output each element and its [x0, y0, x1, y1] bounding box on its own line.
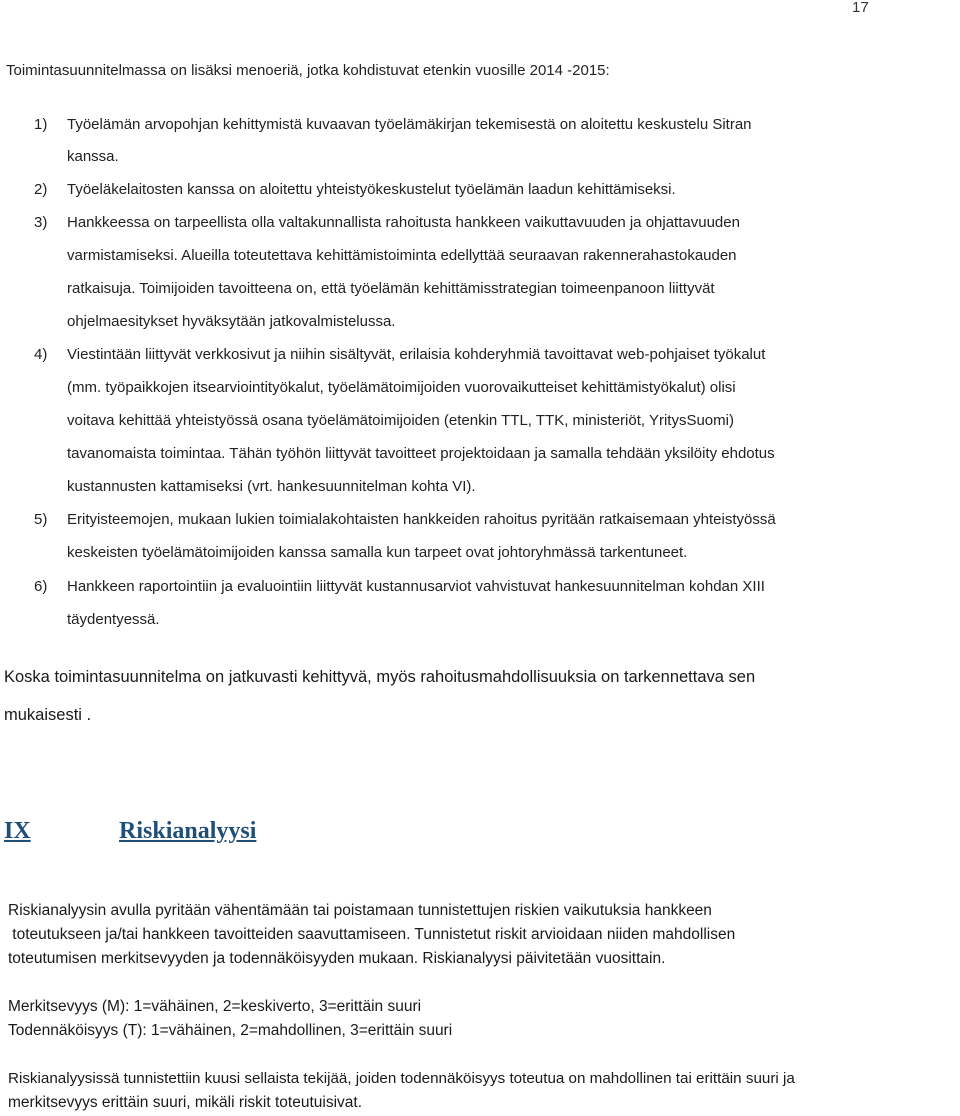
list-number: 1)	[34, 116, 48, 133]
list-line: varmistamiseksi. Alueilla toteutettava kehittämistoiminta edellyttää seuraavan rakennerahastokauden	[67, 247, 737, 264]
probability-scale: Todennäköisyys (T): 1=vähäinen, 2=mahdollinen, 3=erittäin suuri	[8, 1022, 453, 1039]
intro-paragraph: Toimintasuunnitelmassa on lisäksi menoeriä, jotka kohdistuvat etenkin vuosille 2014 -2015:	[6, 62, 610, 79]
list-line: Hankkeessa on tarpeellista olla valtakunnallista rahoitusta hankkeen vaikuttavuuden ja ohjattavuuden	[67, 214, 740, 231]
list-line: voitava kehittää yhteistyössä osana työelämätoimijoiden (etenkin TTL, TTK, ministeriöt, YritysSuomi)	[67, 412, 734, 429]
list-number: 5)	[34, 511, 48, 528]
section-title: Riskianalyysi	[119, 818, 257, 844]
paragraph-line: Riskianalyysissä tunnistettiin kuusi sellaista tekijää, joiden todennäköisyys toteutua on mahdollinen tai erittäin suuri ja	[8, 1070, 795, 1087]
paragraph-line: toteutumisen merkitsevyyden ja todennäköisyyden mukaan. Riskianalyysi päivitetään vuosittain.	[8, 950, 666, 967]
list-line: ratkaisuja. Toimijoiden tavoitteena on, että työelämän kehittämisstrategian toimeenpanoon liittyvät	[67, 280, 715, 297]
closing-line: mukaisesti .	[4, 706, 92, 724]
list-line: Erityisteemojen, mukaan lukien toimialakohtaisten hankkeiden rahoitus pyritään ratkaisemaan yhteistyössä	[67, 511, 776, 528]
list-line: Hankkeen raportointiin ja evaluointiin liittyvät kustannusarviot vahvistuvat hankesuunnitelman kohdan XIII	[67, 578, 765, 595]
list-number: 6)	[34, 578, 48, 595]
section-number: IX	[4, 818, 31, 844]
list-line: tavanomaista toimintaa. Tähän työhön liittyvät tavoitteet projektoidaan ja samalla tehdään yksilöity ehdotus	[67, 445, 775, 462]
list-line: täydentyessä.	[67, 611, 160, 628]
list-line: kustannusten kattamiseksi (vrt. hankesuunnitelman kohta VI).	[67, 478, 476, 495]
list-line: keskeisten työelämätoimijoiden kanssa samalla kun tarpeet ovat johtoryhmässä tarkentuneet.	[67, 544, 688, 561]
list-number: 4)	[34, 346, 48, 363]
list-line: (mm. työpaikkojen itsearviointityökalut, työelämätoimijoiden vuorovaikutteiset kehittämistyökalut) olisi	[67, 379, 736, 396]
page-number: 17	[852, 0, 869, 16]
paragraph-line: toteutukseen ja/tai hankkeen tavoitteiden saavuttamiseen. Tunnistetut riskit arvioidaan niiden mahdollisen	[8, 926, 736, 943]
significance-scale: Merkitsevyys (M): 1=vähäinen, 2=keskiverto, 3=erittäin suuri	[8, 998, 422, 1015]
list-line: Viestintään liittyvät verkkosivut ja niihin sisältyvät, erilaisia kohderyhmiä tavoittavat web-pohjaiset työkalut	[67, 346, 766, 363]
list-number: 3)	[34, 214, 48, 231]
list-line: Työeläkelaitosten kanssa on aloitettu yhteistyökeskustelut työelämän laadun kehittämiseksi.	[67, 181, 676, 198]
paragraph-line: Riskianalyysin avulla pyritään vähentämään tai poistamaan tunnistettujen riskien vaikutuksia hankkeen	[8, 902, 712, 919]
list-line: ohjelmaesitykset hyväksytään jatkovalmistelussa.	[67, 313, 396, 330]
list-line: Työelämän arvopohjan kehittymistä kuvaavan työelämäkirjan tekemisestä on aloitettu keskustelu Sitran	[67, 116, 752, 133]
list-number: 2)	[34, 181, 48, 198]
list-line: kanssa.	[67, 148, 119, 165]
closing-line: Koska toimintasuunnitelma on jatkuvasti kehittyvä, myös rahoitusmahdollisuuksia on tarkennettava sen	[4, 668, 756, 686]
paragraph-line: merkitsevyys erittäin suuri, mikäli riskit toteutuisivat.	[8, 1094, 363, 1111]
